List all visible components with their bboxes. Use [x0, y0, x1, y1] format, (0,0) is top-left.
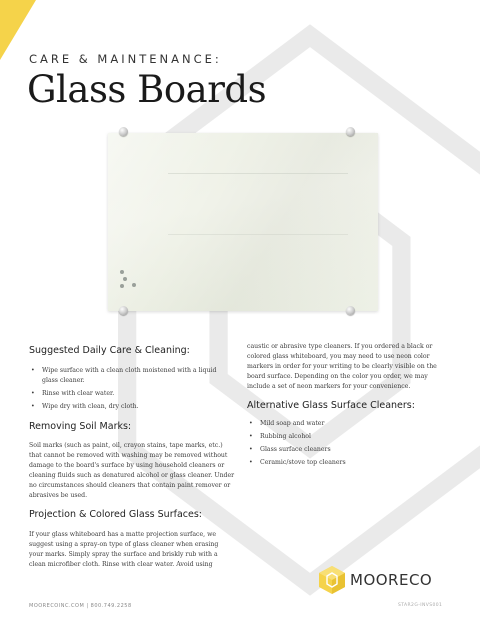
eyebrow-heading: CARE & MAINTENANCE: — [29, 52, 222, 66]
glass-board-image — [108, 133, 378, 311]
list-item: • Wipe surface with a clean cloth moistened with a liquid glass cleaner. — [29, 366, 219, 386]
standoff-bottom-left — [119, 306, 128, 315]
standoff-top-right — [346, 127, 355, 136]
magnet-dot — [132, 283, 136, 287]
page-title: Glass Boards — [27, 68, 267, 111]
soil-marks-text: Soil marks (such as paint, oil, crayon stains, tape marks, etc.) that cannot be removed with washing may be removed without damage to the board's surface by using household cleaners or cleaning fluids such as denatured alcohol or glass cleaner. Under no circumstances should cleaners that contain paint remover or abrasives be used. — [29, 442, 235, 499]
magnet-dot — [120, 284, 124, 288]
alternative-cleaners-heading: Alternative Glass Surface Cleaners: — [247, 400, 415, 411]
list-item: • Mild soap and water — [247, 419, 447, 429]
list-item: • Ceramic/stove top cleaners — [247, 458, 447, 468]
mooreco-cube-icon — [318, 565, 346, 595]
magnet-dot — [123, 277, 127, 281]
board-reflection-lines — [168, 173, 348, 235]
daily-care-heading: Suggested Daily Care & Cleaning: — [29, 345, 190, 356]
alternative-cleaners-list — [247, 419, 447, 468]
list-item: • Rinse with clear water. — [29, 389, 219, 399]
magnet-dot — [120, 270, 124, 274]
daily-care-list — [29, 366, 219, 412]
list-item: • Rubbing alcohol — [247, 432, 447, 442]
projection-text: If your glass whiteboard has a matte projection surface, we suggest using a spray-on type of glass cleaner when erasing your marks. Simply spray the surface and briskly rub with a clean microfiber cloth. Rinse with clear water. Avoid using — [29, 531, 219, 568]
logo-wordmark: MOORECO — [350, 571, 433, 589]
footer-code: STAR2G-INVS001 — [398, 603, 443, 608]
list-item: • Glass surface cleaners — [247, 445, 447, 455]
standoff-top-left — [119, 127, 128, 136]
list-item: • Wipe dry with clean, dry cloth. — [29, 402, 219, 412]
corner-accent — [0, 0, 36, 60]
projection-heading: Projection & Colored Glass Surfaces: — [29, 509, 202, 520]
soil-marks-heading: Removing Soil Marks: — [29, 421, 132, 432]
projection-text-continued: caustic or abrasive type cleaners. If you ordered a black or colored glass whiteboard, you may need to use neon color markers in order for your writing to be clearly visible on the board surface. Depending on the color you order, we may include a set of neon markers for your convenience. — [247, 343, 437, 390]
standoff-bottom-right — [346, 306, 355, 315]
mooreco-logo — [318, 565, 432, 595]
footer-contact: MOORECOINC.COM | 800.749.2258 — [29, 603, 132, 609]
